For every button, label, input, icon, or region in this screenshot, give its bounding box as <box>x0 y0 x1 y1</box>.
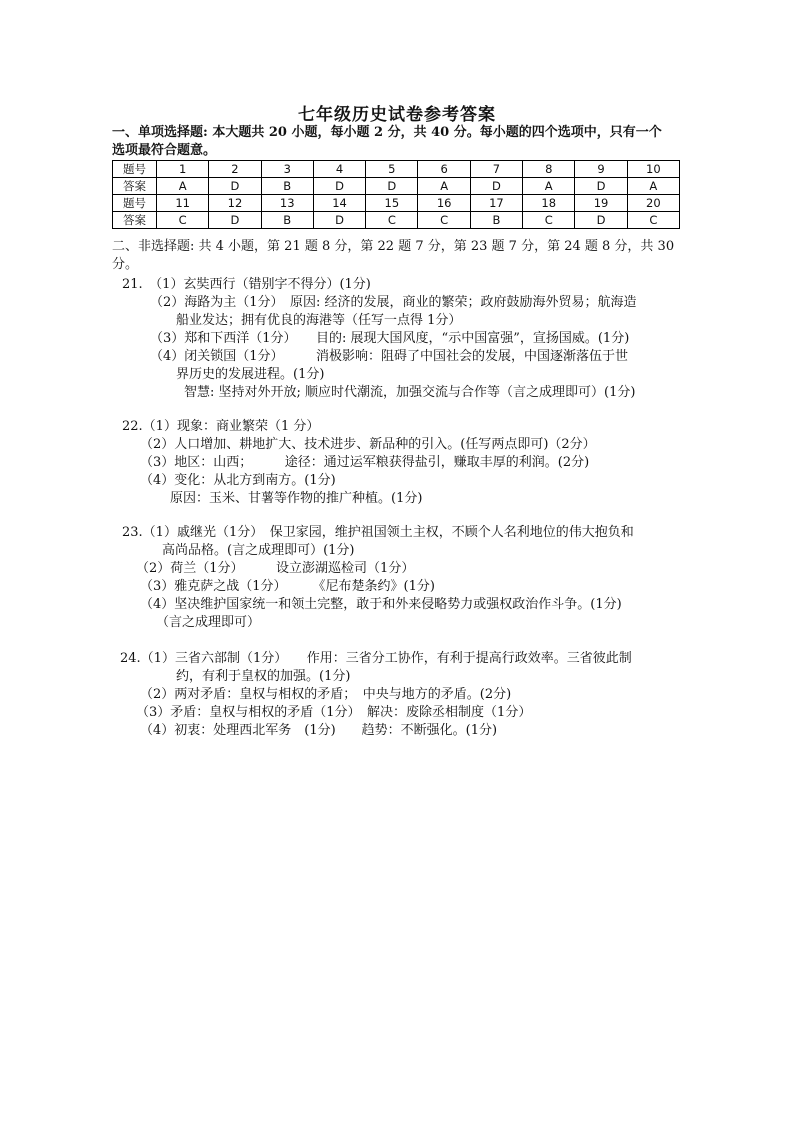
q21-line2: （2）海路为主（1分） 原因: 经济的发展，商业的繁荣；政府鼓励海外贸易；航海造 <box>150 295 637 310</box>
table-cell: 18 <box>523 195 575 212</box>
section2-instructions-line2: 分。 <box>112 257 139 272</box>
q23-line1: 23.（1）戚继光（1分） 保卫家园，维护祖国领土主权，不顾个人名利地位的伟大抱负和 <box>122 525 634 540</box>
table-cell: A <box>157 178 209 195</box>
table-cell: 15 <box>366 195 418 212</box>
table-cell: 7 <box>470 161 522 178</box>
table-cell: C <box>157 212 209 229</box>
q23-line3: （2）荷兰（1分） 设立澎湖巡检司（1分） <box>136 561 415 576</box>
table-row <box>113 161 680 178</box>
table-cell: 13 <box>261 195 313 212</box>
table-cell: 1 <box>157 161 209 178</box>
q21-line4: （3）郑和下西洋（1分） 目的: 展现大国风度，“示中国富强”，宣扬国威。(1分) <box>150 331 630 346</box>
table-cell: D <box>575 178 627 195</box>
table-cell: 19 <box>575 195 627 212</box>
page-title: 七年级历史试卷参考答案 <box>298 105 496 125</box>
table-cell: 16 <box>418 195 470 212</box>
table-cell: A <box>627 178 679 195</box>
table-cell: A <box>523 178 575 195</box>
table-cell: 10 <box>627 161 679 178</box>
q22-line3: （3）地区：山西； 途径：通过运军粮获得盐引，赚取丰厚的利润。(2分) <box>140 455 590 470</box>
table-cell: 4 <box>313 161 365 178</box>
q21-line7: 智慧: 坚持对外开放; 顺应时代潮流，加强交流与合作等（言之成理即可）(1分) <box>184 385 636 400</box>
table-cell: D <box>470 178 522 195</box>
row-header-cell: 答案 <box>113 212 157 229</box>
table-cell: D <box>366 178 418 195</box>
section1-instructions-line2: 选项最符合题意。 <box>112 143 217 158</box>
table-cell: C <box>366 212 418 229</box>
table-cell: D <box>575 212 627 229</box>
q22-line1: 22.（1）现象：商业繁荣（1 分） <box>122 419 320 434</box>
q22-line4: （4）变化：从北方到南方。(1分) <box>140 473 336 488</box>
q24-line4: （3）矛盾：皇权与相权的矛盾（1分） 解决：废除丞相制度（1分） <box>136 705 532 720</box>
table-cell: 8 <box>523 161 575 178</box>
section2-instructions-line1: 二、非选择题: 共 4 小题，第 21 题 8 分，第 22 题 7 分，第 23 题 7 分，第 24 题 8 分，共 30 <box>112 239 675 254</box>
q24-line2: 约，有利于皇权的加强。(1分) <box>176 669 351 684</box>
table-cell: D <box>313 212 365 229</box>
table-cell: 3 <box>261 161 313 178</box>
q24-line3: （2）两对矛盾：皇权与相权的矛盾； 中央与地方的矛盾。(2分) <box>140 687 512 702</box>
row-header-cell: 题号 <box>113 161 157 178</box>
table-row <box>113 178 680 195</box>
q21-line6: 界历史的发展进程。(1分) <box>176 367 325 382</box>
table-row <box>113 212 680 229</box>
table-cell: 5 <box>366 161 418 178</box>
table-cell: C <box>627 212 679 229</box>
q23-line2: 高尚品格。(言之成理即可）(1分) <box>162 543 355 558</box>
table-cell: B <box>470 212 522 229</box>
q24-line5: （4）初衷：处理西北军务 (1分) 趋势：不断强化。(1分) <box>140 723 498 738</box>
table-cell: B <box>261 178 313 195</box>
q21-line3: 船业发达；拥有优良的海港等（任写一点得 1分） <box>176 313 462 328</box>
table-cell: 11 <box>157 195 209 212</box>
table-cell: 9 <box>575 161 627 178</box>
q23-line6: （言之成理即可） <box>156 615 261 630</box>
table-cell: 17 <box>470 195 522 212</box>
q23-line5: （4）坚决维护国家统一和领土完整，敢于和外来侵略势力或强权政治作斗争。(1分) <box>140 597 622 612</box>
q21-line5: （4）闭关锁国（1分） 消极影响：阻碍了中国社会的发展，中国逐渐落伍于世 <box>150 349 629 364</box>
table-cell: D <box>209 178 261 195</box>
row-header-cell: 题号 <box>113 195 157 212</box>
q21-line1: 21. （1）玄奘西行（错别字不得分）(1分) <box>122 277 371 292</box>
q22-line2: （2）人口增加、耕地扩大、技术进步、新品种的引入。(任写两点即可)（2分） <box>140 437 596 452</box>
answer-table <box>112 160 680 229</box>
table-cell: D <box>313 178 365 195</box>
table-cell: 2 <box>209 161 261 178</box>
table-cell: A <box>418 178 470 195</box>
table-cell: 6 <box>418 161 470 178</box>
table-cell: 14 <box>313 195 365 212</box>
table-cell: B <box>261 212 313 229</box>
table-cell: 12 <box>209 195 261 212</box>
q23-line4: （3）雅克萨之战（1分） 《尼布楚条约》(1分) <box>140 579 435 594</box>
table-cell: C <box>418 212 470 229</box>
table-cell: C <box>523 212 575 229</box>
table-cell: 20 <box>627 195 679 212</box>
row-header-cell: 答案 <box>113 178 157 195</box>
table-cell: D <box>209 212 261 229</box>
q22-line5: 原因：玉米、甘薯等作物的推广种植。(1分) <box>170 491 423 506</box>
table-row <box>113 195 680 212</box>
section1-instructions-line1: 一、单项选择题: 本大题共 20 小题，每小题 2 分，共 40 分。每小题的四个选项中，只有一个 <box>112 125 662 140</box>
q24-line1: 24.（1）三省六部制（1分） 作用：三省分工协作，有利于提高行政效率。三省彼此制 <box>120 651 632 666</box>
